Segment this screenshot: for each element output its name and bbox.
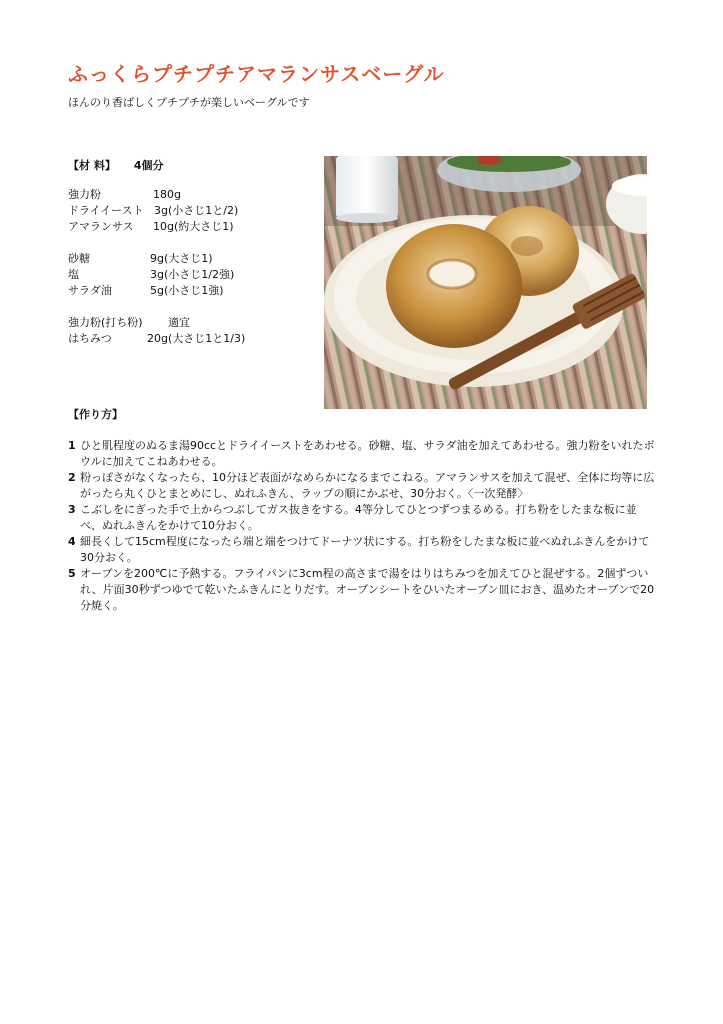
ingredient-amount: 10g(約大さじ1) (153, 220, 234, 233)
bagel-photo-illustration (324, 156, 647, 409)
method-step (68, 534, 658, 566)
method-step (68, 438, 658, 470)
ingredient-amount: 180g (153, 188, 181, 201)
method-step (68, 566, 658, 614)
method-step (68, 470, 658, 502)
step-number: 4 (68, 535, 76, 548)
ingredient-name: 塩 (68, 268, 79, 281)
ingredients-heading-label: 【材 料】 (68, 159, 116, 172)
step-number: 2 (68, 471, 76, 484)
step-number: 1 (68, 439, 76, 452)
step-text: ひと肌程度のぬるま湯90ccとドライイーストをあわせる。砂糖、塩、サラダ油を加えてあわせる。強力粉をいれたボウルに加えてこねあわせる。 (80, 439, 655, 468)
ingredient-name: 砂糖 (68, 252, 90, 265)
ingredient-amount: 9g(大さじ1) (150, 252, 213, 265)
page-title: ふっくらプチプチアマランサスベーグル (68, 62, 445, 86)
ingredient-name: アマランサス (68, 220, 134, 233)
step-text: オーブンを200℃に予熱する。フライパンに3cm程の高さまで湯をはりはちみつを加えてひと混ぜする。2個ずついれ、片面30秒ずつゆでて乾いたふきんにとりだす。オーブンシートをひいたオーブン皿におき、温めたオーブンで20分焼く。 (80, 567, 655, 612)
method-heading: 【作り方】 (68, 408, 123, 421)
ingredient-amount: 20g(大さじ1と1/3) (147, 332, 246, 345)
ingredient-amount: 5g(小さじ1強) (150, 284, 224, 297)
ingredient-amount: 適宜 (168, 316, 190, 329)
step-text: 細長くして15cm程度になったら端と端をつけてドーナツ状にする。打ち粉をしたまな板に並べぬれふきんをかけて30分おく。 (80, 535, 650, 564)
page-subtitle: ほんのり香ばしくプチプチが楽しいベーグルです (68, 96, 310, 109)
method-step (68, 502, 658, 534)
method-steps (68, 438, 658, 614)
ingredient-name: 強力粉 (68, 188, 101, 201)
ingredient-amount: 3g(小さじ1/2強) (150, 268, 235, 281)
ingredient-name: サラダ油 (68, 284, 112, 297)
ingredient-name: 強力粉(打ち粉) (68, 316, 143, 329)
ingredient-name: はちみつ (68, 332, 112, 345)
ingredient-name: ドライイースト (68, 204, 144, 217)
ingredient-amount: 3g(小さじ1と/2) (154, 204, 239, 217)
step-number: 5 (68, 567, 76, 580)
ingredients-heading (68, 157, 164, 173)
bagel-photo (324, 156, 647, 409)
step-text: 粉っぽさがなくなったら、10分ほど表面がなめらかになるまでこねる。アマランサスを加えて混ぜ、全体に均等に広がったら丸くひとまとめにし、ぬれふきん、ラップの順にかぶせ、30分おく。〈一次発酵〉 (80, 471, 655, 500)
servings-count: 4個分 (133, 159, 164, 172)
step-number: 3 (68, 503, 76, 516)
step-text: こぶしをにぎった手で上からつぶしてガス抜きをする。4等分してひとつずつまるめる。打ち粉をしたまな板に並べ、ぬれふきんをかけて10分おく。 (80, 503, 637, 532)
